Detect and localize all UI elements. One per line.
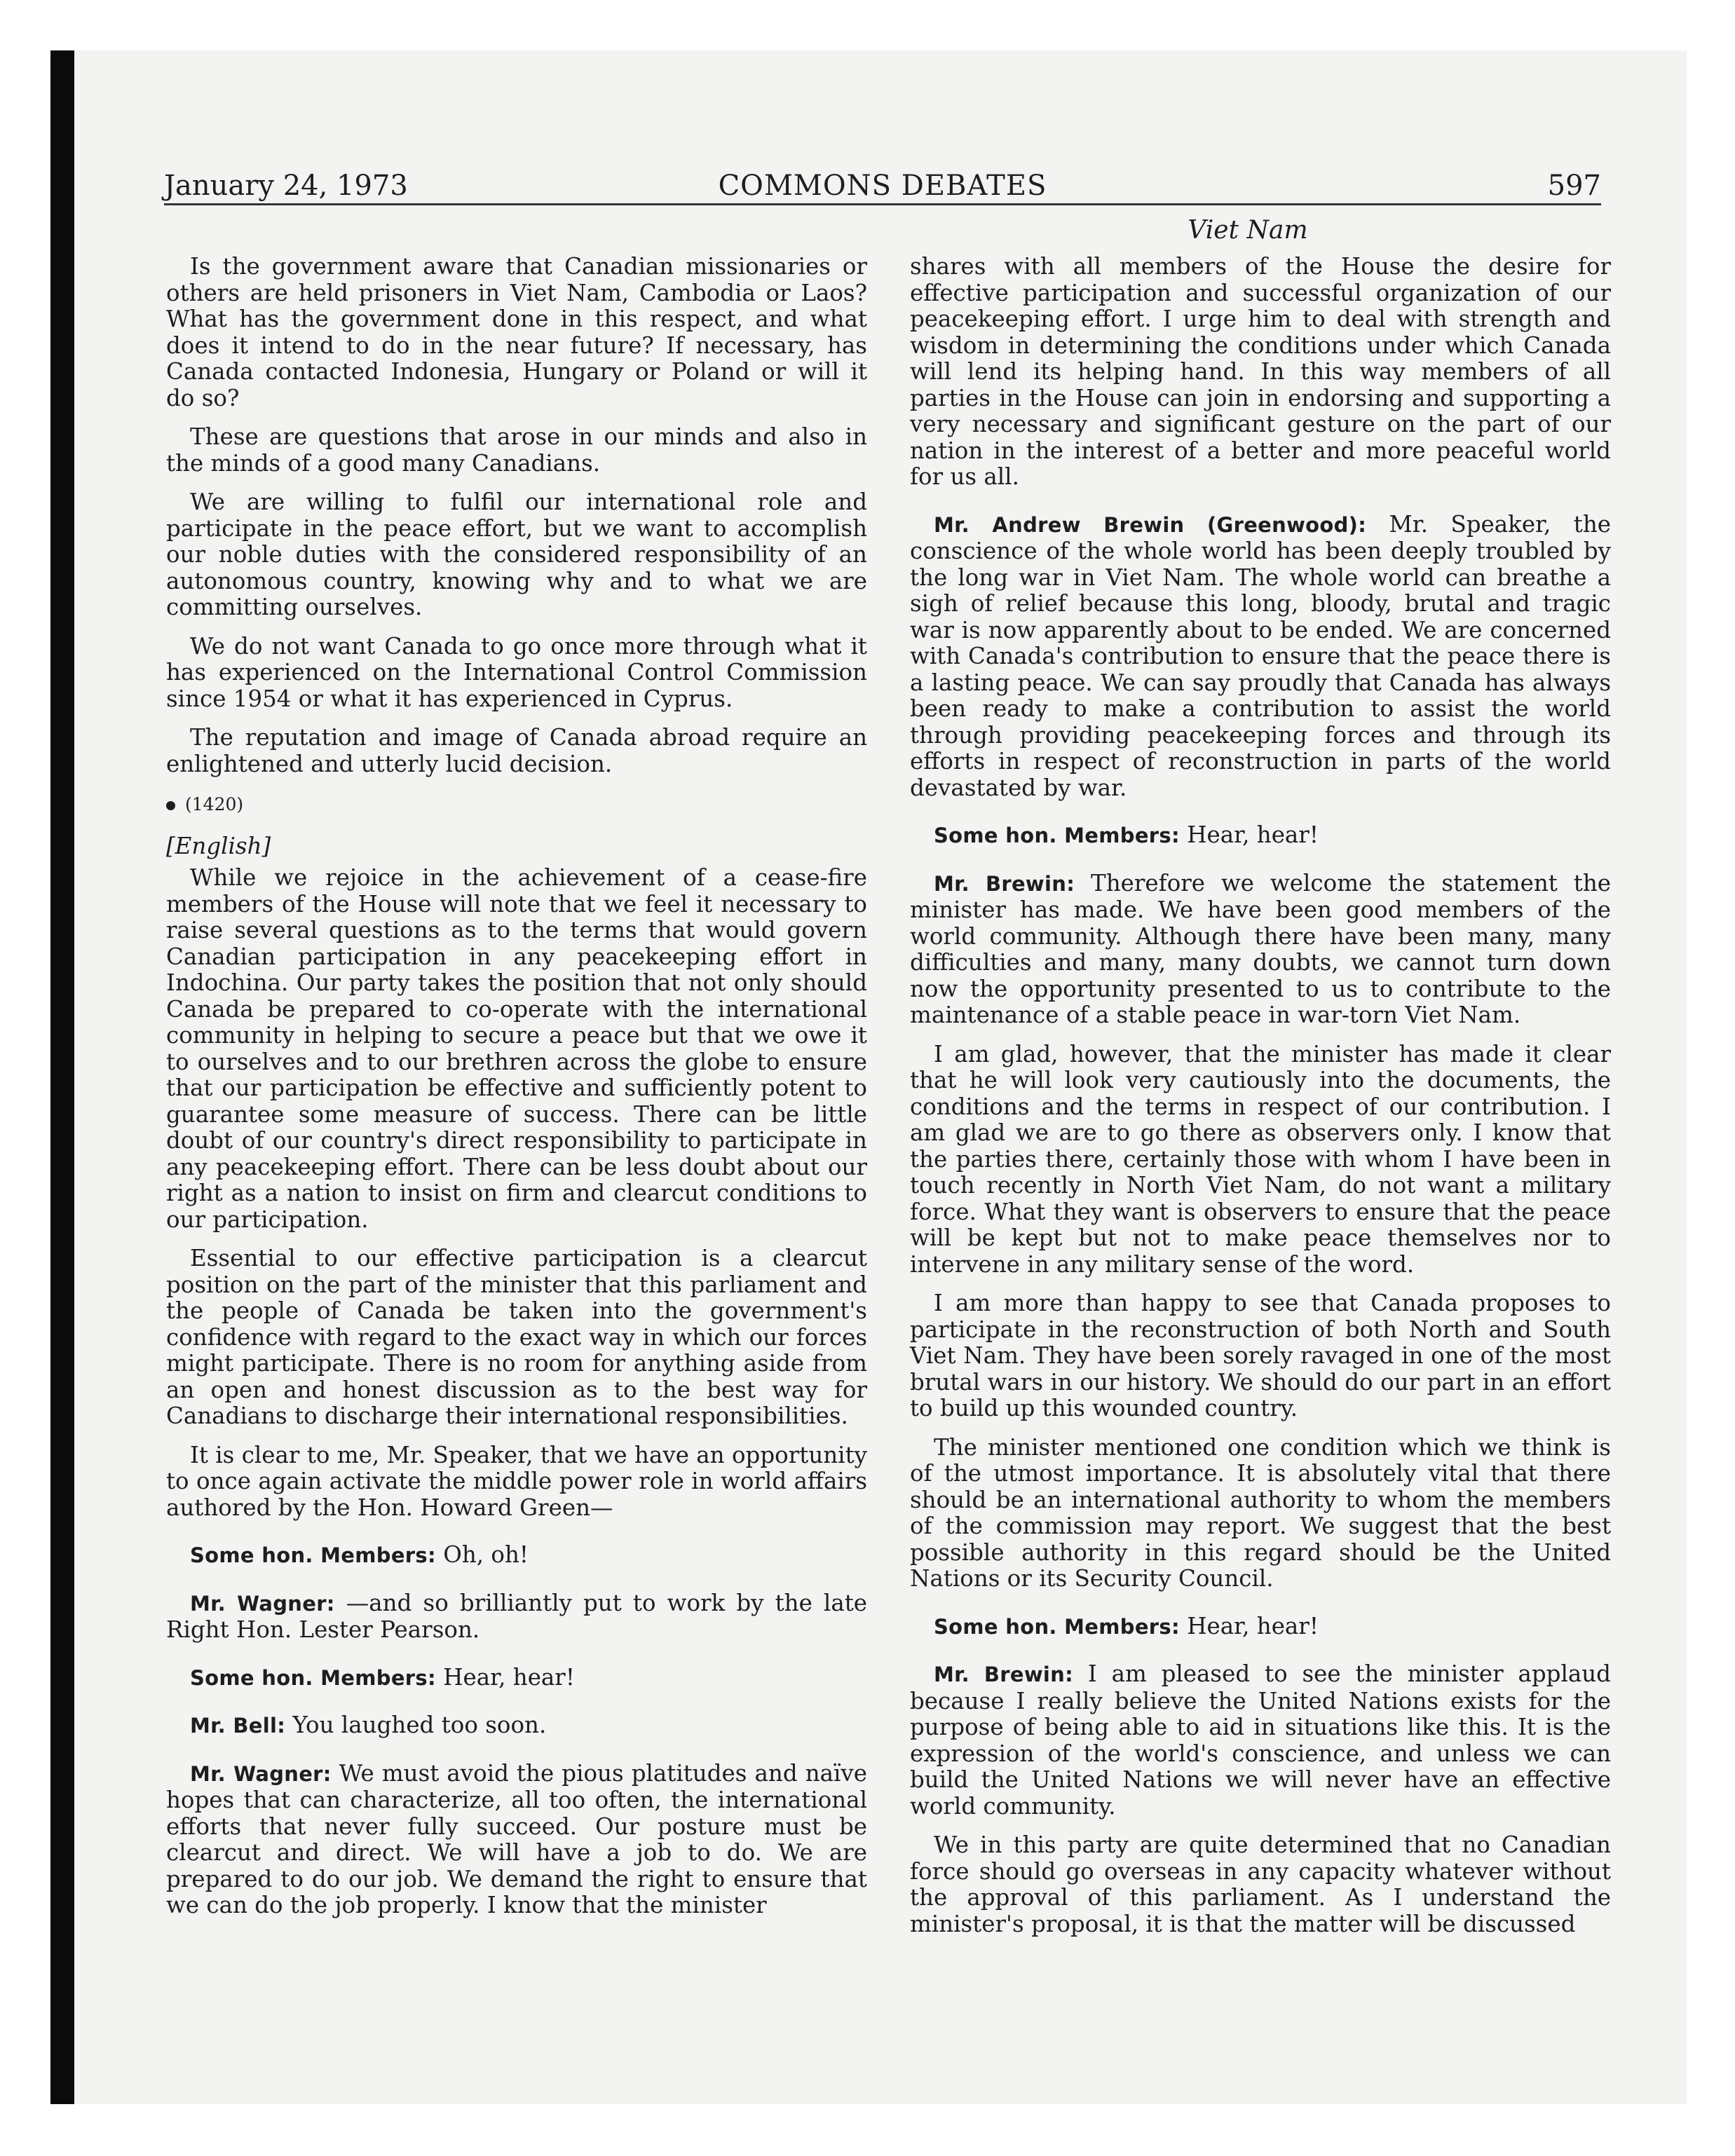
speech-text: I am pleased to see the minister applaud because I really believe the United Nations exists for the purpose of being able to aid in situations like this. It is the expression of the world's conscience, and unless we can build the United Nations we will never have an effective world community. xyxy=(910,1660,1611,1820)
speaker-name: Mr. Brewin: xyxy=(934,871,1075,896)
paragraph: I am glad, however, that the minister has made it clear that he will look very cautiously into the documents, the conditions and the terms in respect of our contribution. I am glad we are to go there as observers only. I know that the parties there, certainly those with whom I have been in touch recently in North Viet Nam, do not want a military force. What they want is observers to ensure that the peace will be kept but not to make peace themselves nor to intervene in any military sense of the word. xyxy=(910,1040,1611,1278)
interjection xyxy=(166,1665,867,1692)
speech xyxy=(910,512,1611,802)
speaker-name: Mr. Wagner: xyxy=(190,1591,335,1616)
speech-text: Mr. Speaker, the conscience of the whole world has been deeply troubled by the long war in Viet Nam. The whole world can breathe a sigh of relief because this long, bloody, brutal and tragic war is now apparently about to be ended. We are concerned with Canada's contribution to ensure that the peace there is a lasting peace. We can say proudly that Canada has always been ready to make a contribution to assist the world through providing peacekeeping forces and through its efforts in respect of reconstruction in parts of the world devastated by war. xyxy=(910,510,1611,801)
language-label xyxy=(166,833,867,860)
paragraph: We do not want Canada to go once more through what it has experienced on the International Control Commission since 1954 or what it has experienced in Cyprus. xyxy=(166,632,867,712)
paragraph: The minister mentioned one condition which we think is of the utmost importance. It is absolutely vital that there should be an international authority to whom the members of the commission may report. We suggest that the best possible authority in this regard should be the United Nations or its Security Council. xyxy=(910,1433,1611,1592)
speech xyxy=(910,1661,1611,1820)
language-label-text: [English] xyxy=(166,832,271,859)
right-column xyxy=(910,254,1611,1950)
speaker-name: Mr. Bell: xyxy=(190,1714,286,1738)
speech xyxy=(166,1761,867,1919)
paragraph: Is the government aware that Canadian missionaries or others are held prisoners in Viet Nam, Cambodia or Laos? What has the government done in this respect, and what does it intend to do in the near future? If necessary, has Canada contacted Indonesia, Hungary or Poland or will it do so? xyxy=(166,253,867,411)
speech-text: Hear, hear! xyxy=(1179,1612,1319,1639)
speech-text: Hear, hear! xyxy=(435,1663,575,1691)
speech xyxy=(166,1590,867,1644)
speaker-name: Some hon. Members: xyxy=(934,1614,1180,1639)
page-number: 597 xyxy=(1547,170,1601,202)
paragraph: We in this party are quite determined that no Canadian force should go overseas in any capacity whatever without the approval of this parliament. As I understand the minister's proposal, it is that the matter will be discussed xyxy=(910,1831,1611,1937)
speaker-name: Mr. Brewin: xyxy=(934,1663,1074,1686)
speech-text: Hear, hear! xyxy=(1179,821,1319,848)
paragraph: The reputation and image of Canada abroad require an enlightened and utterly lucid decision. xyxy=(166,724,867,777)
left-column xyxy=(166,254,867,1932)
paragraph: While we rejoice in the achievement of a cease-fire members of the House will note that we feel it necessary to raise several questions as to the terms that would govern Canadian participation in any peacekeeping effort in Indochina. Our party takes the position that not only should Canada be prepared to co-operate with the international community in helping to secure a peace but that we owe it to ourselves and to our brethren across the globe to ensure that our participation be effective and sufficiently potent to guarantee some measure of success. There can be little doubt of our country's direct responsibility to participate in any peacekeeping effort. There can be less doubt about our right as a nation to insist on firm and clearcut conditions to our participation. xyxy=(166,864,867,1233)
scan-edge xyxy=(50,50,74,2104)
interjection xyxy=(166,1542,867,1569)
interjection xyxy=(166,1712,867,1740)
speech-text: Oh, oh! xyxy=(435,1541,529,1568)
paragraph: These are questions that arose in our minds and also in the minds of a good many Canadians. xyxy=(166,423,867,477)
running-header xyxy=(164,161,1601,205)
speech-text: We must avoid the pious platitudes and naïve hopes that can characterize, all too often, the international efforts that never fully succeed. Our posture must be clearcut and direct. We will have a job to do. We are prepared to do our job. We demand the right to ensure that we can do the job properly. I know that the minister xyxy=(166,1759,868,1918)
speech-text: Therefore we welcome the statement the minister has made. We have been good members of the world community. Although there have been many, many difficulties and many, many doubts, we cannot turn down now the opportunity presented to us to contribute to the maintenance of a stable peace in war-torn Viet Nam. xyxy=(910,869,1611,1028)
bullet-icon xyxy=(166,801,175,810)
paragraph: shares with all members of the House the desire for effective participation and successful organization of our peacekeeping effort. I urge him to deal with strength and wisdom in determining the conditions under which Canada will lend its helping hand. In this way members of all parties in the House can join in endorsing and supporting a very necessary and significant gesture on the part of our nation in the interest of a better and more peaceful world for us all. xyxy=(910,253,1611,490)
paragraph: It is clear to me, Mr. Speaker, that we have an opportunity to once again activate the middle power role in world affairs authored by the Hon. Howard Green— xyxy=(166,1441,867,1521)
speaker-name: Mr. Wagner: xyxy=(190,1761,332,1786)
time-marker-text: (1420) xyxy=(185,794,244,814)
paragraph: We are willing to fulfil our international role and participate in the peace effort, but we want to accomplish our noble duties with the considered responsibility of an autonomous country, knowing why and to what we are committing ourselves. xyxy=(166,489,867,620)
speaker-name: Some hon. Members: xyxy=(190,1543,436,1567)
interjection xyxy=(910,1613,1611,1641)
time-marker xyxy=(166,791,867,818)
speech-text: —and so brilliantly put to work by the late Right Hon. Lester Pearson. xyxy=(166,1589,867,1643)
paragraph: Essential to our effective participation is a clearcut position on the part of the minister that this parliament and the people of Canada be taken into the government's confidence with regard to the exact way in which our forces might participate. There is no room for anything aside from an open and honest discussion as to the best way for Canadians to discharge their international responsibilities. xyxy=(166,1245,867,1429)
paragraph: I am more than happy to see that Canada proposes to participate in the reconstruction of both North and South Viet Nam. They have been sorely ravaged in one of the most brutal wars in our history. We should do our part in an effort to build up this wounded country. xyxy=(910,1290,1611,1421)
interjection xyxy=(910,822,1611,850)
header-date: January 24, 1973 xyxy=(164,170,408,202)
subject-heading: Viet Nam xyxy=(1188,216,1308,245)
speaker-name: Mr. Andrew Brewin (Greenwood): xyxy=(934,512,1367,537)
speaker-name: Some hon. Members: xyxy=(190,1665,436,1690)
speaker-name: Some hon. Members: xyxy=(934,824,1180,847)
speech xyxy=(910,871,1611,1029)
header-title: COMMONS DEBATES xyxy=(718,170,1047,202)
speech-text: You laughed too soon. xyxy=(285,1712,547,1738)
